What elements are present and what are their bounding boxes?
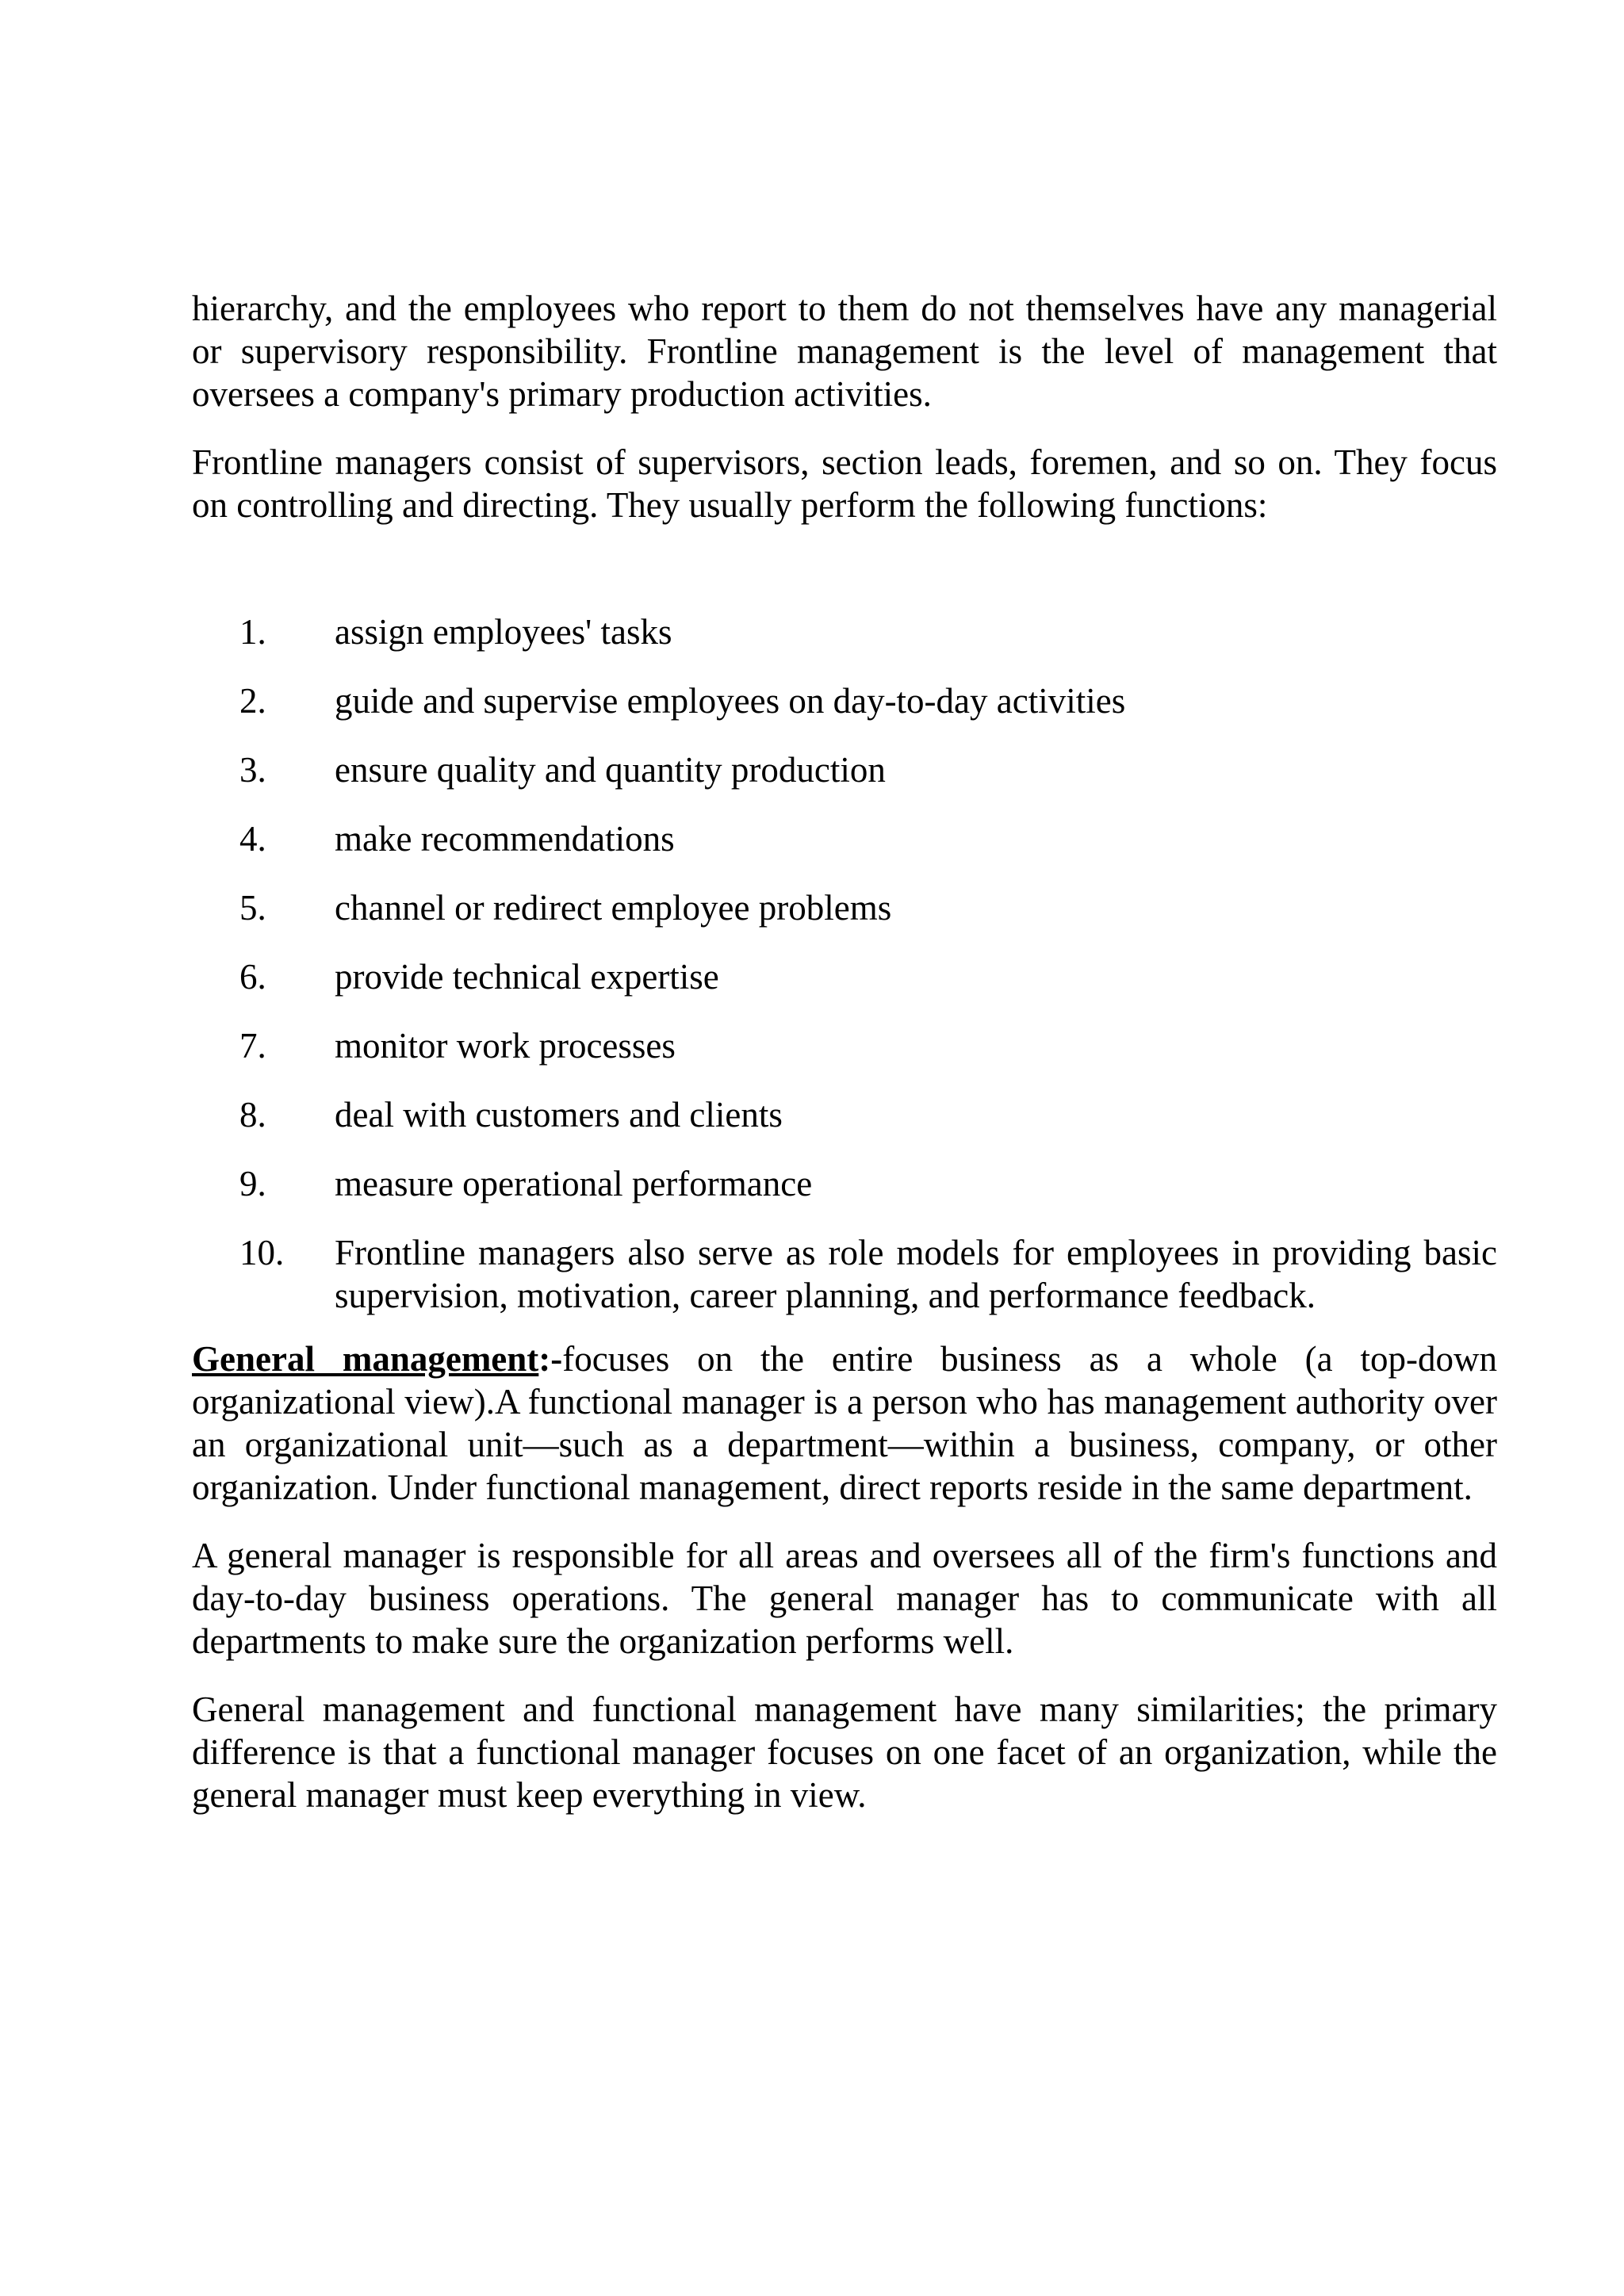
list-item — [192, 679, 1497, 722]
intro-paragraph: hierarchy, and the employees who report to them do not themselves have any managerial or supervisory responsibility. Frontline management is the level of management that oversees a company's primary production activities. — [192, 289, 1497, 414]
list-item-text: channel or redirect employee problems — [335, 888, 892, 928]
functions-list — [192, 610, 1497, 1317]
general-management-term: General management — [192, 1339, 539, 1379]
list-item-text: Frontline managers also serve as role models for employees in providing basic supervision, motivation, career planning, and performance feedback. — [335, 1233, 1497, 1315]
list-item-text: monitor work processes — [335, 1026, 676, 1066]
list-item-number: 4. — [239, 819, 266, 859]
list-item-number: 7. — [239, 1026, 266, 1066]
general-management-text: focuses on the entire business as a whole (a top-down organizational view).A functional manager is a person who has management authority over an organizational unit—such as a department—within a business, company, or other organization. Under functional management, direct reports reside in the same department. — [192, 1339, 1497, 1507]
list-item-number: 1. — [239, 612, 266, 652]
list-item — [192, 610, 1497, 653]
list-item-number: 8. — [239, 1095, 266, 1135]
general-manager-paragraph: A general manager is responsible for all areas and oversees all of the firm's functions and day-to-day business operations. The general manager has to communicate with all departments to make sure the organization performs well. — [192, 1536, 1497, 1661]
list-item — [192, 955, 1497, 998]
list-item — [192, 1231, 1497, 1317]
list-item — [192, 886, 1497, 929]
general-management-paragraph — [192, 1337, 1497, 1509]
term-separator: :- — [538, 1339, 563, 1379]
list-item-number: 3. — [239, 750, 266, 790]
list-item-text: measure operational performance — [335, 1164, 813, 1203]
list-item-text: make recommendations — [335, 819, 675, 859]
list-item-number: 10. — [239, 1233, 285, 1272]
comparison-paragraph: General management and functional management have many similarities; the primary difference is that a functional manager focuses on one facet of an organization, while the general manager must keep everything in view. — [192, 1689, 1497, 1815]
list-item-number: 5. — [239, 888, 266, 928]
page-content — [192, 287, 1497, 1816]
list-item-text: ensure quality and quantity production — [335, 750, 886, 790]
frontline-managers-paragraph: Frontline managers consist of supervisors, section leads, foremen, and so on. They focus on controlling and directing. They usually perform the following functions: — [192, 442, 1497, 525]
list-item — [192, 1024, 1497, 1067]
list-item-number: 9. — [239, 1164, 266, 1203]
list-item-text: provide technical expertise — [335, 957, 719, 997]
list-item-text: guide and supervise employees on day-to-day activities — [335, 681, 1126, 721]
list-item-number: 2. — [239, 681, 266, 721]
list-item-text: deal with customers and clients — [335, 1095, 783, 1135]
list-item — [192, 748, 1497, 791]
list-item — [192, 1162, 1497, 1205]
list-item — [192, 1093, 1497, 1136]
list-item-number: 6. — [239, 957, 266, 997]
list-item — [192, 817, 1497, 860]
list-item-text: assign employees' tasks — [335, 612, 672, 652]
